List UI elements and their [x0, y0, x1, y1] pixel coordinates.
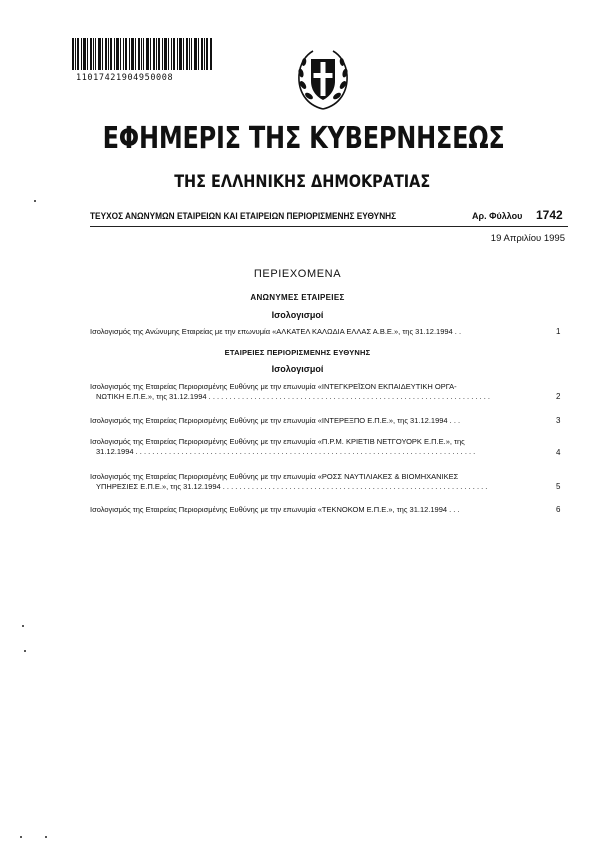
issue-type: ΤΕΥΧΟΣ ΑΝΩΝΥΜΩΝ ΕΤΑΙΡΕΙΩΝ ΚΑΙ ΕΤΑΙΡΕΙΩΝ ΠΕΡΙΟΡΙΣΜΕΝΗΣ ΕΥΘΥΝΗΣ — [90, 211, 397, 221]
issue-date: 19 Απριλίου 1995 — [490, 233, 565, 244]
contents-entry — [90, 437, 532, 457]
entry-line: Ισολογισμός της Εταιρείας Περιορισμένης Ευθύνης με την επωνυμία «ΙΝΤΕΓΚΡΕΪΣΟΝ ΕΚΠΑΙΔΕΥΤΙΚΗ ΟΡΓΑ- — [90, 382, 457, 391]
contents-entry — [90, 327, 532, 337]
entry-line: Ισολογισμός της Εταιρείας Περιορισμένης Ευθύνης με την επωνυμία «ΤΕΚΝΟΚΟΜ Ε.Π.Ε.», της 31.12.1994 . . . — [90, 505, 460, 514]
scan-speck — [24, 650, 26, 652]
entry-page-number: 2 — [556, 392, 561, 401]
entry-page-number: 6 — [556, 505, 561, 514]
entry-line-continuation: ΥΠΗΡΕΣΙΕΣ Ε.Π.Ε.», της 31.12.1994 . . . . . . . . . . . . . . . . . . . . . . . . . . . . . . . . . . . . . . . . . . . . . . . . . . . . . . . . . . . . . . . . — [96, 482, 488, 491]
scan-speck — [34, 200, 36, 202]
entry-page-number: 5 — [556, 482, 561, 491]
entry-line-continuation: 31.12.1994 . . . . . . . . . . . . . . . . . . . . . . . . . . . . . . . . . . . . . . . . . . . . . . . . . . . . . . . . . . . . . . . . . . . . . . . . . . . . . . . . . . — [96, 447, 476, 456]
contents-heading: ΠΕΡΙΕΧΟΜΕΝΑ — [253, 268, 342, 280]
gazette-title: ΕΦΗΜΕΡΙΣ ΤΗΣ ΚΥΒΕΡΝΗΣΕΩΣ — [102, 121, 505, 156]
section-heading-sa: ΑΝΩΝΥΜΕΣ ΕΤΑΙΡΕΙΕΣ — [250, 293, 345, 302]
scan-speck — [45, 836, 47, 838]
entry-line: Ισολογισμός της Εταιρείας Περιορισμένης Ευθύνης με την επωνυμία «Π.Ρ.Μ. ΚΡΙΕΤΙΒ ΝΕΤΓΟΥΟΡΚ Ε.Π.Ε.», της — [90, 437, 465, 446]
entry-line: Ισολογισμός της Εταιρείας Περιορισμένης Ευθύνης με την επωνυμία «ΡΟΣΣ ΝΑΥΤΙΛΙΑΚΕΣ & ΒΙΟΜΗΧΑΝΙΚΕΣ — [90, 472, 459, 481]
section-subheading-sa: Ισολογισμοί — [271, 310, 324, 320]
sheet-label: Αρ. Φύλλου — [472, 211, 523, 221]
sheet-number: 1742 — [536, 208, 563, 222]
entry-page-number: 1 — [556, 327, 561, 336]
contents-entry — [90, 505, 532, 515]
entry-page-number: 4 — [556, 448, 561, 457]
contents-entry — [90, 382, 532, 402]
gazette-subtitle: ΤΗΣ ΕΛΛΗΝΙΚΗΣ ΔΗΜΟΚΡΑΤΙΑΣ — [174, 172, 431, 192]
scan-speck — [22, 625, 24, 627]
contents-entry — [90, 472, 532, 492]
section-subheading-epe: Ισολογισμοί — [271, 364, 324, 374]
greek-emblem-icon — [294, 45, 352, 113]
scan-speck — [20, 836, 22, 838]
entry-line: Ισολογισμός της Ανώνυμης Εταιρείας με την επωνυμία «ΑΛΚΑΤΕΛ ΚΑΛΩΔΙΑ ΕΛΛΑΣ Α.Β.Ε.», της 31.12.1994 . . — [90, 327, 462, 336]
entry-line: Ισολογισμός της Εταιρείας Περιορισμένης Ευθύνης με την επωνυμία «ΙΝΤΕΡΕΞΠΟ Ε.Π.Ε.», της 31.12.1994 . . . — [90, 416, 461, 425]
entry-line-continuation: ΝΩΤΙΚΗ Ε.Π.Ε.», της 31.12.1994 . . . . . . . . . . . . . . . . . . . . . . . . . . . . . . . . . . . . . . . . . . . . . . . . . . . . . . . . . . . . . . . . . . . . — [96, 392, 490, 401]
contents-entry — [90, 416, 532, 426]
section-heading-epe: ΕΤΑΙΡΕΙΕΣ ΠΕΡΙΟΡΙΣΜΕΝΗΣ ΕΥΘΥΝΗΣ — [224, 348, 371, 357]
entry-page-number: 3 — [556, 416, 561, 425]
barcode — [72, 38, 212, 70]
barcode-number: 11017421904950008 — [76, 73, 174, 83]
header-divider — [90, 226, 568, 227]
